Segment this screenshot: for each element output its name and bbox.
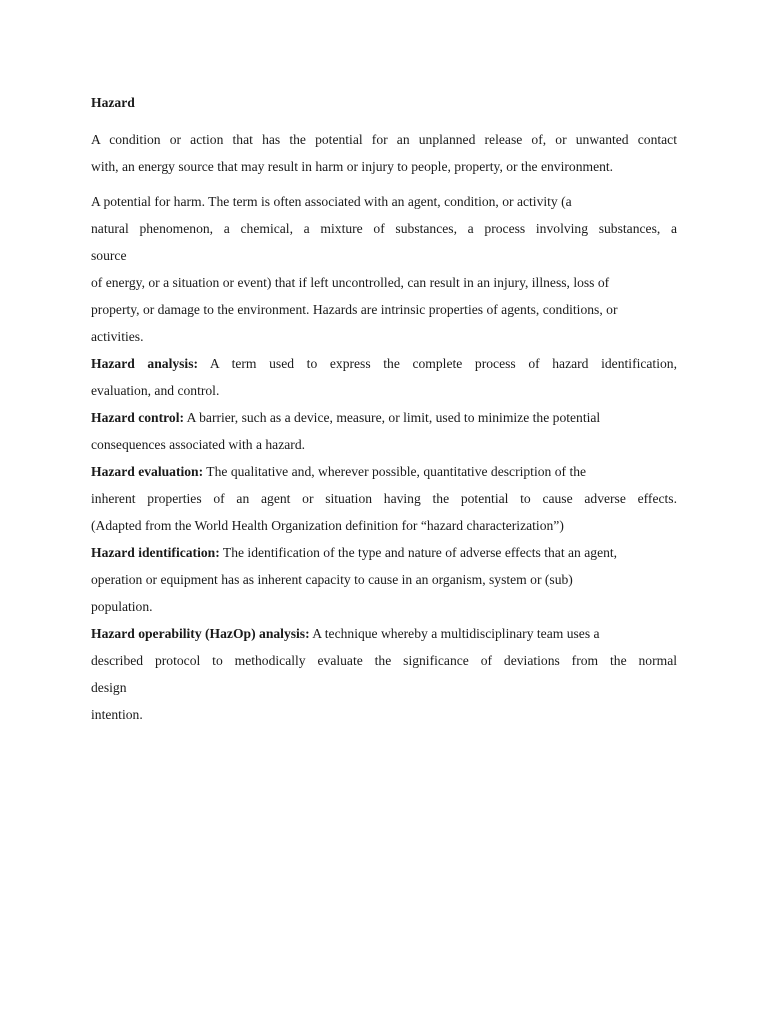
document-page bbox=[91, 92, 677, 728]
term-first-line bbox=[91, 404, 677, 431]
term-label: Hazard identification: bbox=[91, 545, 220, 560]
text-line: property, or damage to the environment. Hazards are intrinsic properties of agents, conditions, or bbox=[91, 302, 618, 317]
text-line: operation or equipment has as inherent capacity to cause in an organism, system or (sub) bbox=[91, 572, 573, 587]
term-entry-hazard-evaluation bbox=[91, 458, 677, 539]
text-line: consequences associated with a hazard. bbox=[91, 437, 306, 452]
term-entry-hazop-analysis bbox=[91, 620, 677, 728]
text-line: intention. bbox=[91, 707, 143, 722]
text-line: design bbox=[91, 680, 127, 695]
term-text: A term used to express the complete process of hazard identification, bbox=[198, 356, 677, 371]
term-label: Hazard analysis: bbox=[91, 356, 199, 371]
term-entry-hazard-analysis bbox=[91, 350, 677, 404]
definition-paragraph-2 bbox=[91, 188, 677, 350]
term-label: Hazard control: bbox=[91, 410, 184, 425]
term-first-line bbox=[91, 620, 677, 647]
text-line: of energy, or a situation or event) that if left uncontrolled, can result in an injury, illness, loss of bbox=[91, 275, 610, 290]
text-line: A condition or action that has the potential for an unplanned release of, or unwanted contact bbox=[91, 132, 677, 147]
text-line: population. bbox=[91, 599, 153, 614]
term-first-line bbox=[91, 350, 677, 377]
text-line: described protocol to methodically evaluate the significance of deviations from the normal bbox=[91, 653, 677, 668]
text-line: evaluation, and control. bbox=[91, 383, 220, 398]
text-line: with, an energy source that may result in harm or injury to people, property, or the environment. bbox=[91, 159, 614, 174]
text-line: A potential for harm. The term is often associated with an agent, condition, or activity (a bbox=[91, 194, 572, 209]
term-label: Hazard evaluation: bbox=[91, 464, 204, 479]
term-entry-hazard-identification bbox=[91, 539, 677, 620]
term-text: The qualitative and, wherever possible, quantitative description of the bbox=[203, 464, 587, 479]
term-first-line bbox=[91, 539, 677, 566]
term-text: A barrier, such as a device, measure, or limit, used to minimize the potential bbox=[184, 410, 601, 425]
term-first-line bbox=[91, 458, 677, 485]
text-line: activities. bbox=[91, 329, 144, 344]
document-title: Hazard bbox=[91, 95, 135, 110]
definition-paragraph-1 bbox=[91, 126, 677, 180]
term-text: The identification of the type and nature of adverse effects that an agent, bbox=[219, 545, 618, 560]
term-text: A technique whereby a multidisciplinary team uses a bbox=[309, 626, 600, 641]
term-label: Hazard operability (HazOp) analysis: bbox=[91, 626, 310, 641]
text-line: source bbox=[91, 248, 127, 263]
text-line: (Adapted from the World Health Organization definition for “hazard characterization”) bbox=[91, 518, 564, 533]
text-line: natural phenomenon, a chemical, a mixture of substances, a process involving substances, a bbox=[91, 221, 677, 236]
term-entry-hazard-control bbox=[91, 404, 677, 458]
text-line: inherent properties of an agent or situation having the potential to cause adverse effects. bbox=[91, 491, 677, 506]
